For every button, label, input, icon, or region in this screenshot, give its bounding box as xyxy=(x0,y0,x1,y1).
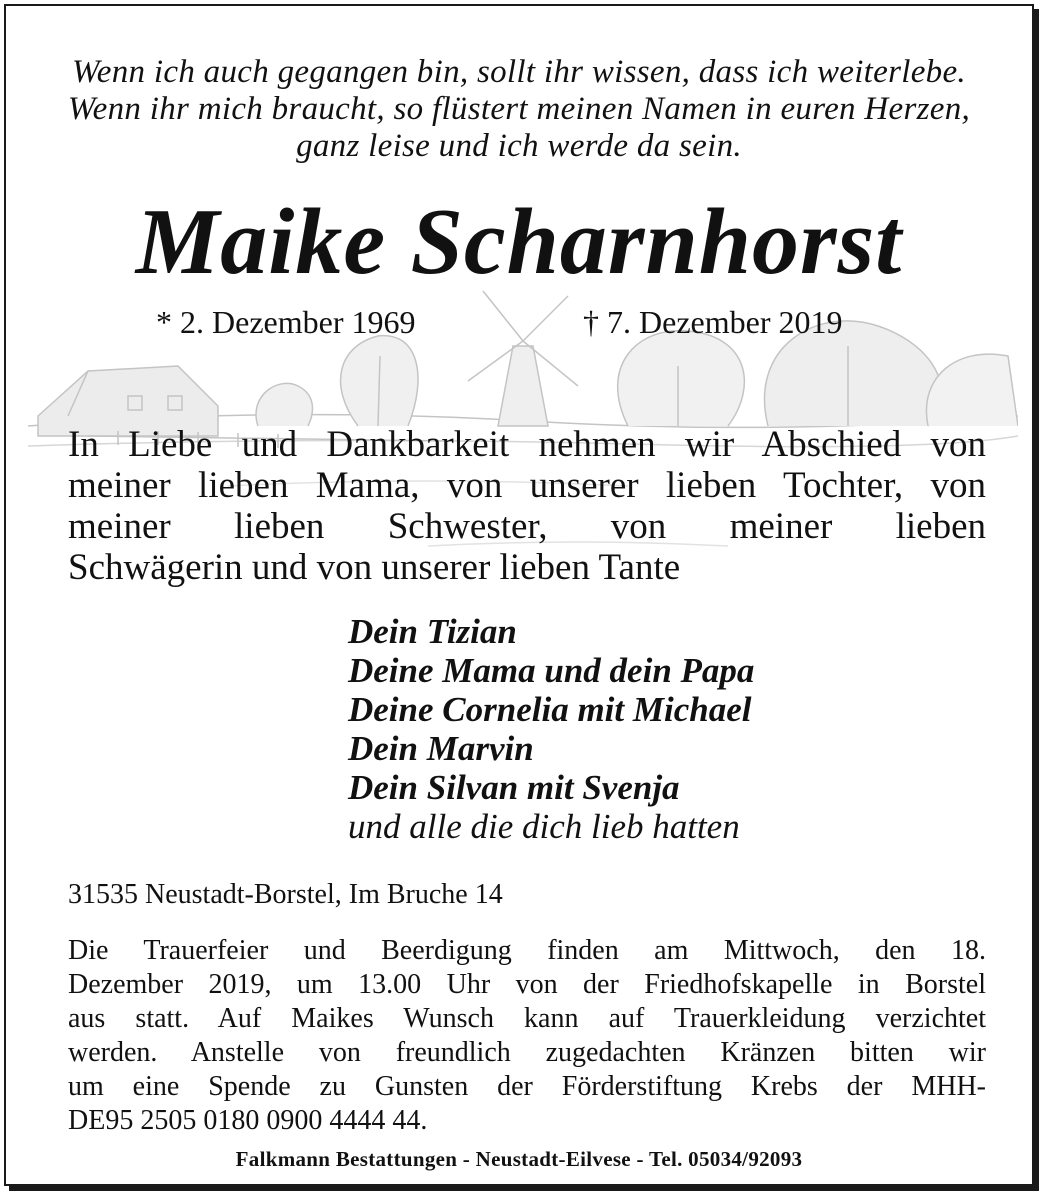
mourner: Deine Mama und dein Papa xyxy=(348,651,755,690)
mourners-closing: und alle die dich lieb hatten xyxy=(348,807,740,846)
farewell-line: meiner lieben Schwester, von meiner lieben xyxy=(68,506,986,547)
obituary-notice xyxy=(4,4,1034,1186)
mourner: Dein Marvin xyxy=(348,729,534,768)
mourner: Dein Silvan mit Svenja xyxy=(348,768,680,807)
poem-line: Wenn ich auch gegangen bin, sollt ihr wissen, dass ich weiterlebe. xyxy=(72,54,966,90)
farewell-line: In Liebe und Dankbarkeit nehmen wir Abschied von xyxy=(68,424,986,465)
notice-line: Dezember 2019, um 13.00 Uhr von der Friedhofskapelle in Borstel xyxy=(68,969,986,1000)
poem-line: ganz leise und ich werde da sein. xyxy=(296,128,742,164)
address: 31535 Neustadt-Borstel, Im Bruche 14 xyxy=(68,879,503,910)
funeral-home-footer: Falkmann Bestattungen - Neustadt-Eilvese - Tel. 05034/92093 xyxy=(235,1147,803,1171)
deceased-name: Maike Scharnhorst xyxy=(135,190,903,294)
death-date: † 7. Dezember 2019 xyxy=(583,304,843,340)
notice-line: Die Trauerfeier und Beerdigung finden am Mittwoch, den 18. xyxy=(68,935,986,966)
funeral-notice xyxy=(68,934,986,1138)
farewell-line: Schwägerin und von unserer lieben Tante xyxy=(68,547,681,588)
mourner: Deine Cornelia mit Michael xyxy=(348,690,752,729)
notice-line: um eine Spende zu Gunsten der Förderstiftung Krebs der MHH- xyxy=(68,1071,986,1102)
mourners-list xyxy=(348,612,998,846)
mourner: Dein Tizian xyxy=(348,612,517,651)
poem-line: Wenn ihr mich braucht, so flüstert meinen Namen in euren Herzen, xyxy=(67,91,971,127)
birth-date: * 2. Dezember 1969 xyxy=(156,304,416,340)
farewell-text xyxy=(68,424,986,588)
notice-line: werden. Anstelle von freundlich zugedachten Kränzen bitten wir xyxy=(68,1037,986,1068)
notice-line: DE95 2505 0180 0900 4444 44. xyxy=(68,1105,428,1136)
poem xyxy=(6,54,1032,165)
notice-line: aus statt. Auf Maikes Wunsch kann auf Trauerkleidung verzichtet xyxy=(68,1003,986,1034)
farewell-line: meiner lieben Mama, von unserer lieben Tochter, von xyxy=(68,465,986,506)
